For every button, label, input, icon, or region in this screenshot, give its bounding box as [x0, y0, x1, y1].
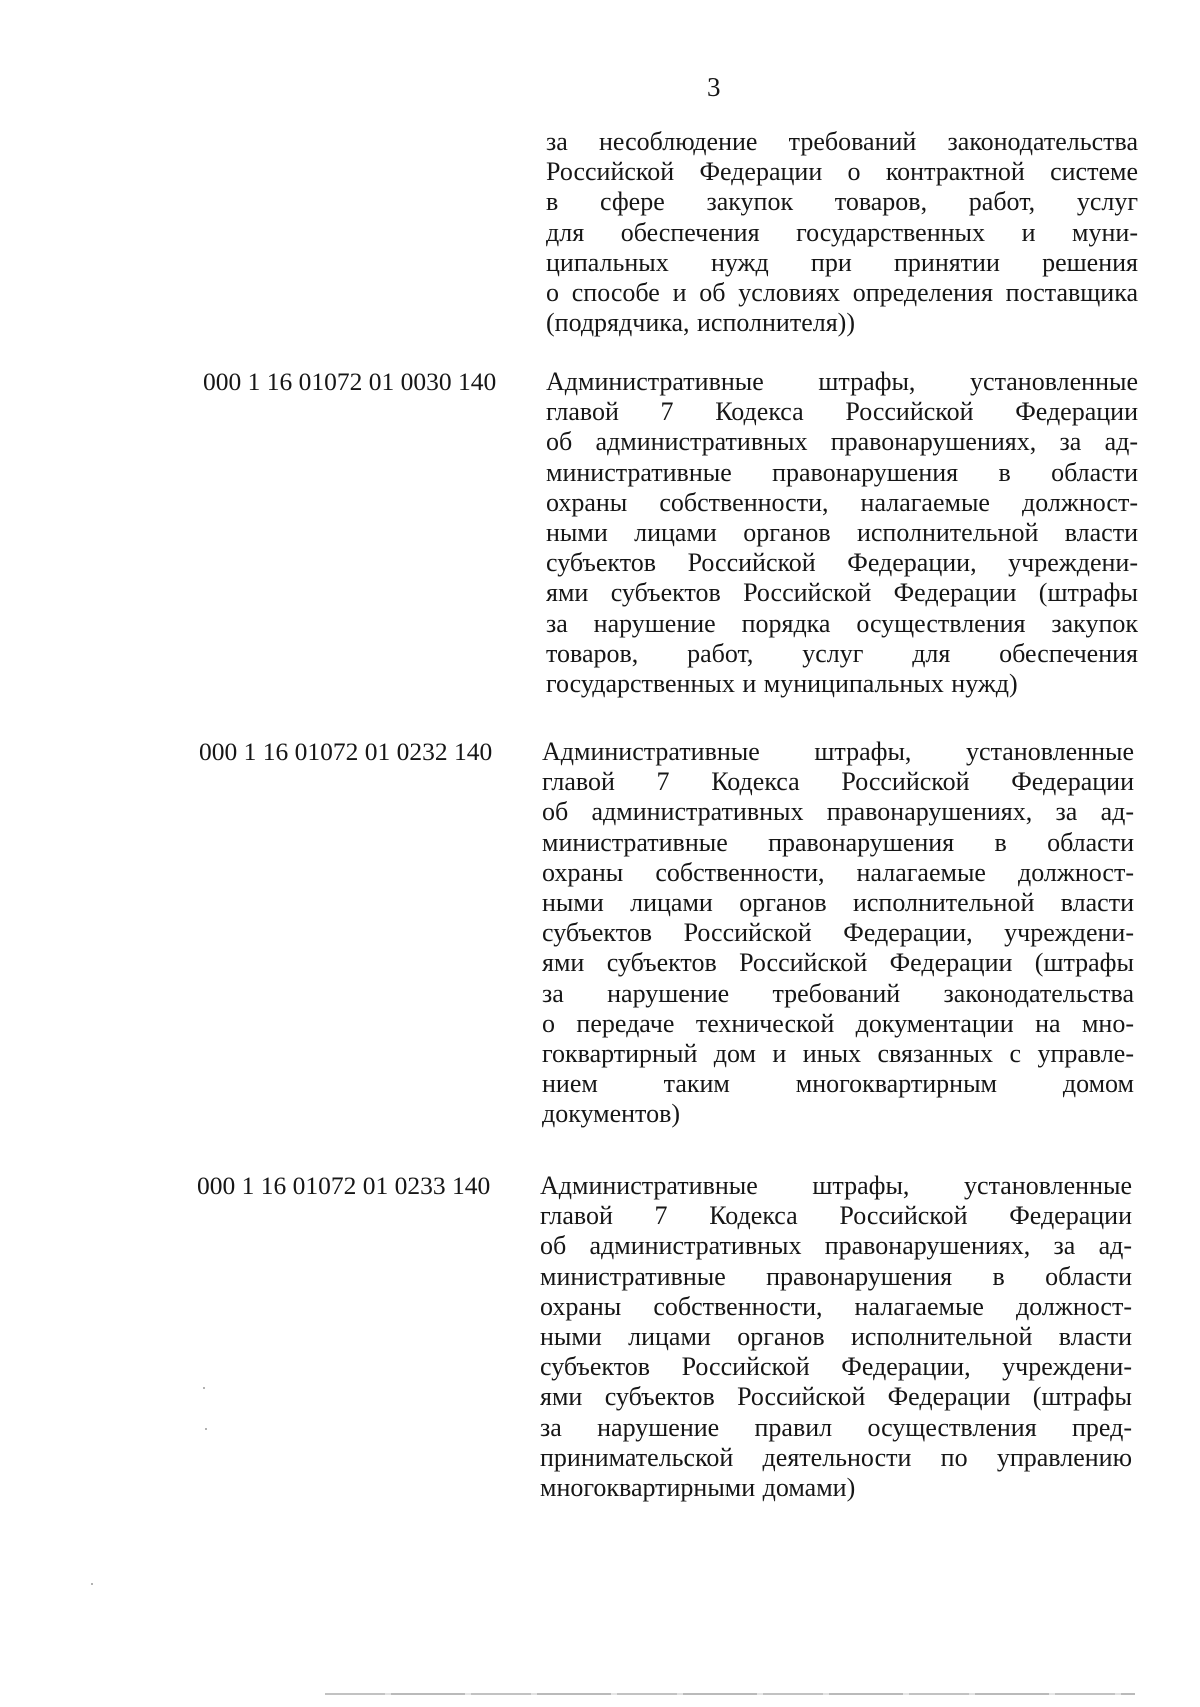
scan-speck: [205, 1428, 207, 1430]
text-line: ципальных нужд при принятии решения: [546, 247, 1138, 277]
text-line: товаров, работ, услуг для обеспечения: [546, 638, 1138, 668]
scan-speck: [91, 1583, 93, 1585]
text-line: главой 7 Кодекса Российской Федерации: [546, 397, 1138, 427]
text-line: министративные правонарушения в области: [540, 1261, 1132, 1291]
text-line: ями субъектов Российской Федерации (штрафы: [540, 1382, 1132, 1412]
text-line: государственных и муниципальных нужд): [546, 668, 1018, 698]
text-line: за нарушение правил осуществления пред-: [540, 1412, 1132, 1442]
text-line: Российской Федерации о контрактной системе: [546, 157, 1138, 187]
text-line: субъектов Российской Федерации, учреждени-: [540, 1352, 1132, 1382]
text-line: ями субъектов Российской Федерации (штрафы: [546, 578, 1138, 608]
page-number: 3: [707, 72, 721, 102]
entry-description: [546, 367, 1138, 699]
entry-description: [540, 1171, 1132, 1503]
text-line: документов): [542, 1099, 681, 1129]
entry-code: 000 1 16 01072 01 0232 140: [199, 737, 493, 766]
text-line: министративные правонарушения в области: [546, 457, 1138, 487]
text-line: главой 7 Кодекса Российской Федерации: [542, 767, 1134, 797]
text-line: (подрядчика, исполнителя)): [546, 308, 855, 338]
scan-speck: [203, 1387, 205, 1389]
text-line: ями субъектов Российской Федерации (штрафы: [542, 948, 1134, 978]
text-line: ными лицами органов исполнительной власти: [546, 517, 1138, 547]
continuation-text: [546, 127, 1138, 338]
text-line: охраны собственности, налагаемые должност-: [542, 857, 1134, 887]
text-line: министративные правонарушения в области: [542, 827, 1134, 857]
scan-edge-line: [325, 1693, 1135, 1695]
text-line: нием таким многоквартирным домом: [542, 1069, 1134, 1099]
entry-code: 000 1 16 01072 01 0030 140: [203, 367, 497, 396]
text-line: главой 7 Кодекса Российской Федерации: [540, 1201, 1132, 1231]
text-line: за нарушение порядка осуществления закупок: [546, 608, 1138, 638]
text-line: субъектов Российской Федерации, учреждени-: [546, 548, 1138, 578]
text-line: ными лицами органов исполнительной власти: [540, 1321, 1132, 1351]
text-line: для обеспечения государственных и муни-: [546, 217, 1138, 247]
text-line: за несоблюдение требований законодательства: [546, 127, 1138, 156]
text-line: Административные штрафы, установленные: [540, 1171, 1132, 1200]
text-line: Административные штрафы, установленные: [542, 737, 1134, 766]
text-line: охраны собственности, налагаемые должност-: [546, 487, 1138, 517]
text-line: о способе и об условиях определения поставщика: [546, 277, 1138, 307]
text-line: субъектов Российской Федерации, учреждени-: [542, 918, 1134, 948]
entry-description: [542, 737, 1134, 1129]
text-line: о передаче технической документации на мно-: [542, 1008, 1134, 1038]
text-line: многоквартирными домами): [540, 1472, 856, 1502]
text-line: за нарушение требований законодательства: [542, 978, 1134, 1008]
text-line: об административных правонарушениях, за ад-: [540, 1231, 1132, 1261]
entry-code: 000 1 16 01072 01 0233 140: [197, 1171, 491, 1200]
text-line: ными лицами органов исполнительной власти: [542, 887, 1134, 917]
text-line: принимательской деятельности по управлению: [540, 1442, 1132, 1472]
text-line: в сфере закупок товаров, работ, услуг: [546, 187, 1138, 217]
text-line: гоквартирный дом и иных связанных с управле-: [542, 1038, 1134, 1068]
text-line: Административные штрафы, установленные: [546, 367, 1138, 396]
text-line: об административных правонарушениях, за ад-: [542, 797, 1134, 827]
text-line: охраны собственности, налагаемые должност-: [540, 1291, 1132, 1321]
text-line: об административных правонарушениях, за ад-: [546, 427, 1138, 457]
